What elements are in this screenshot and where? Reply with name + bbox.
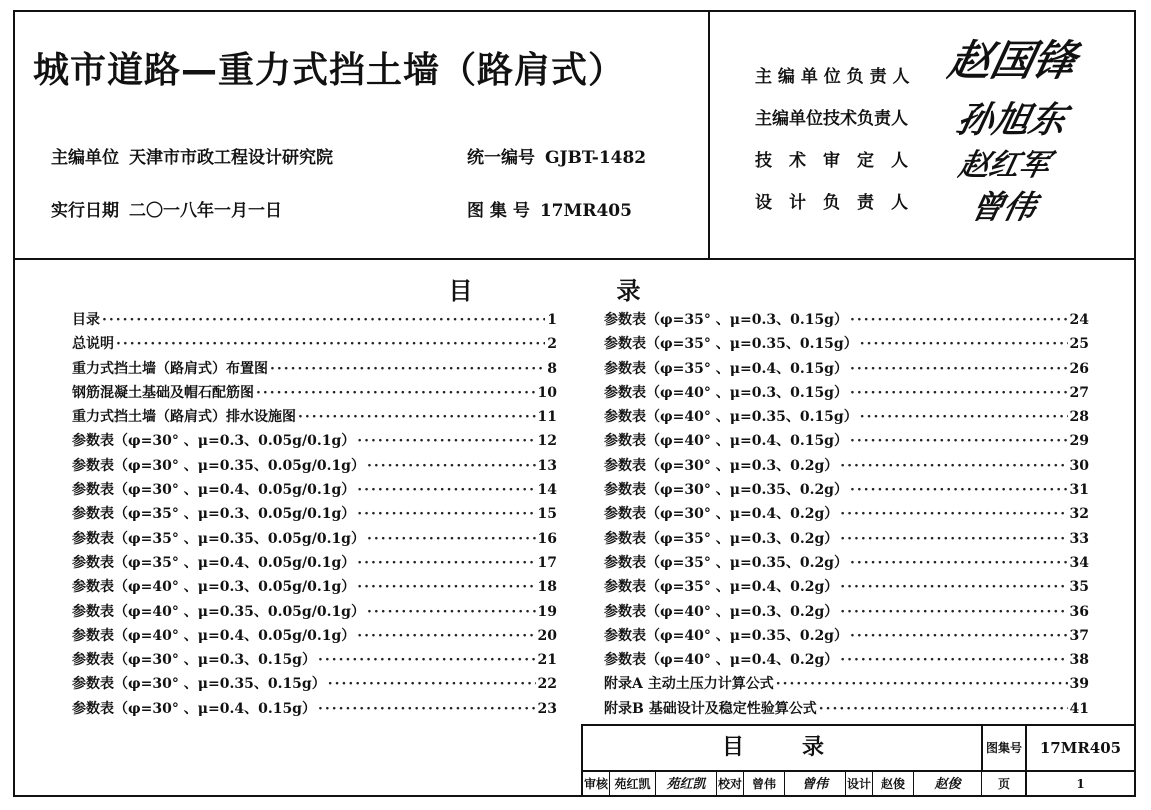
toc-leader-dots xyxy=(860,405,1068,429)
title-block-title: 目 录 xyxy=(583,726,983,770)
toc-entry[interactable] xyxy=(604,624,1089,648)
serial-label: 统一编号 xyxy=(467,148,535,168)
toc-entry[interactable] xyxy=(604,527,1089,551)
toc-entry-page: 28 xyxy=(1069,409,1089,426)
toc-entry[interactable] xyxy=(72,308,557,332)
toc-leader-dots xyxy=(328,672,536,696)
toc-entry-title: 参数表（φ=35° 、μ=0.35、0.05g/0.1g） xyxy=(72,530,365,547)
drawing-frame xyxy=(13,10,1136,797)
toc-entry-page: 20 xyxy=(537,627,557,644)
toc-entry-page: 16 xyxy=(537,530,557,547)
toc-entry-title: 参数表（φ=30° 、μ=0.4、0.15g） xyxy=(72,700,316,717)
toc-entry-title: 参数表（φ=30° 、μ=0.4、0.05g/0.1g） xyxy=(72,482,356,499)
toc-leader-dots xyxy=(318,697,536,721)
toc-entry-title: 参数表（φ=40° 、μ=0.35、0.15g） xyxy=(604,409,858,426)
review-label: 审核 xyxy=(583,772,610,797)
toc-leader-dots xyxy=(357,575,535,599)
toc-entry[interactable] xyxy=(72,551,557,575)
toc-entry-title: 参数表（φ=35° 、μ=0.35、0.2g） xyxy=(604,554,848,571)
toc-leader-dots xyxy=(357,551,535,575)
serial-value: GJBT-1482 xyxy=(545,148,647,168)
toc-entry[interactable] xyxy=(72,478,557,502)
toc-entry-title: 附录A 主动土压力计算公式 xyxy=(604,676,774,693)
resp-role-design: 设 计 负 责 人 xyxy=(755,193,908,213)
toc-entry[interactable] xyxy=(72,381,557,405)
toc-entry[interactable] xyxy=(604,308,1089,332)
toc-entry-title: 参数表（φ=35° 、μ=0.3、0.2g） xyxy=(604,530,839,547)
toc-entry[interactable] xyxy=(72,624,557,648)
signature-tech: 孙旭东 xyxy=(953,99,1070,141)
toc-leader-dots xyxy=(840,502,1067,526)
toc-leader-dots xyxy=(367,600,536,624)
toc-entry[interactable] xyxy=(604,357,1089,381)
toc-entry-title: 目录 xyxy=(72,312,100,328)
page-value: 1 xyxy=(1076,777,1085,791)
toc-left-column xyxy=(72,308,557,721)
signature-chief: 赵国锋 xyxy=(944,36,1081,85)
title-block-atlas-value: 17MR405 xyxy=(1039,739,1122,757)
serial-number xyxy=(467,143,646,168)
main-title: 城市道路—重力式挡土墙（路肩式） xyxy=(33,50,626,91)
toc-entry-page: 15 xyxy=(537,506,557,523)
toc-entry-page: 30 xyxy=(1069,457,1089,474)
impl-date-label: 实行日期 xyxy=(51,201,119,221)
toc-leader-dots xyxy=(860,332,1068,356)
title-block-top-row xyxy=(583,726,1134,772)
toc-entry[interactable] xyxy=(604,648,1089,672)
toc-entry-title: 参数表（φ=30° 、μ=0.35、0.2g） xyxy=(604,482,848,499)
design-label: 设计 xyxy=(846,772,873,797)
toc-entry[interactable] xyxy=(72,672,557,696)
toc-entry-title: 参数表（φ=35° 、μ=0.4、0.15g） xyxy=(604,360,848,377)
toc-leader-dots xyxy=(840,575,1067,599)
toc-entry[interactable] xyxy=(604,454,1089,478)
toc-leader-dots xyxy=(840,600,1067,624)
toc-leader-dots xyxy=(357,429,535,453)
toc-leader-dots xyxy=(850,308,1068,332)
header-info xyxy=(15,12,710,258)
design-name: 赵俊 xyxy=(873,772,914,797)
toc-entry-title: 参数表（φ=30° 、μ=0.4、0.2g） xyxy=(604,506,839,523)
toc-leader-dots xyxy=(367,527,536,551)
toc-entry-title: 参数表（φ=35° 、μ=0.3、0.05g/0.1g） xyxy=(72,506,356,523)
toc-entry-title: 参数表（φ=35° 、μ=0.4、0.2g） xyxy=(604,579,839,596)
toc-leader-dots xyxy=(840,527,1067,551)
toc-leader-dots xyxy=(776,672,1068,696)
toc-leader-dots xyxy=(298,405,536,429)
design-signature: 赵俊 xyxy=(914,772,982,797)
toc-entry[interactable] xyxy=(604,575,1089,599)
toc-entry-page: 31 xyxy=(1069,482,1089,499)
title-block-sign-row xyxy=(583,772,1134,797)
signature-design: 曾伟 xyxy=(967,188,1040,226)
toc-entry-title: 参数表（φ=30° 、μ=0.3、0.2g） xyxy=(604,457,839,474)
toc-entry-title: 参数表（φ=40° 、μ=0.3、0.05g/0.1g） xyxy=(72,579,356,596)
toc-title: 目 录 xyxy=(448,277,701,305)
toc-leader-dots xyxy=(819,697,1068,721)
toc-entry-page: 35 xyxy=(1069,579,1089,596)
toc-entry[interactable] xyxy=(72,454,557,478)
toc-leader-dots xyxy=(357,624,535,648)
toc-leader-dots xyxy=(850,478,1068,502)
toc-leader-dots xyxy=(850,381,1068,405)
title-block-atlas-label: 图集号 xyxy=(983,726,1027,770)
toc-leader-dots xyxy=(357,478,535,502)
toc-leader-dots xyxy=(840,454,1067,478)
toc-entry[interactable] xyxy=(604,332,1089,356)
toc-entry-page: 12 xyxy=(537,433,557,450)
toc-entry-page: 34 xyxy=(1069,554,1089,571)
check-signature: 曾伟 xyxy=(785,772,846,797)
toc-leader-dots xyxy=(367,454,536,478)
toc-entry[interactable] xyxy=(604,478,1089,502)
toc-entry[interactable] xyxy=(604,697,1089,721)
toc-entry-page: 11 xyxy=(537,409,557,426)
atlas-number xyxy=(467,196,632,221)
toc-entry-page: 2 xyxy=(547,336,557,353)
review-signature: 苑红凯 xyxy=(656,772,717,797)
toc-entry-page: 10 xyxy=(537,384,557,401)
toc-leader-dots xyxy=(270,357,545,381)
toc-entry[interactable] xyxy=(72,527,557,551)
toc-entry-page: 21 xyxy=(537,652,557,669)
toc-entry[interactable] xyxy=(604,600,1089,624)
toc-entry-title: 参数表（φ=30° 、μ=0.35、0.15g） xyxy=(72,676,326,693)
toc-leader-dots xyxy=(102,308,545,332)
toc-entry-title: 参数表（φ=40° 、μ=0.3、0.2g） xyxy=(604,603,839,620)
atlas-value: 17MR405 xyxy=(539,201,632,221)
toc-entry-title: 参数表（φ=30° 、μ=0.3、0.15g） xyxy=(72,652,316,669)
toc-entry-page: 23 xyxy=(537,700,557,717)
toc-entry[interactable] xyxy=(604,429,1089,453)
atlas-label: 图 集 号 xyxy=(467,201,530,221)
toc-entry-title: 参数表（φ=40° 、μ=0.4、0.15g） xyxy=(604,433,848,450)
toc-leader-dots xyxy=(256,381,536,405)
toc-entry-page: 18 xyxy=(537,579,557,596)
toc-entry-page: 14 xyxy=(537,482,557,499)
toc-entry-page: 36 xyxy=(1069,603,1089,620)
toc-entry-page: 17 xyxy=(537,554,557,571)
toc-entry[interactable] xyxy=(72,429,557,453)
toc-leader-dots xyxy=(840,648,1067,672)
impl-date xyxy=(51,196,282,221)
resp-role-review: 技 术 审 定 人 xyxy=(755,151,908,171)
check-label: 校对 xyxy=(717,772,744,797)
toc-entry-title: 附录B 基础设计及稳定性验算公式 xyxy=(604,700,817,717)
signature-review: 赵红军 xyxy=(955,148,1053,183)
page-label: 页 xyxy=(983,772,1027,797)
toc-entry-page: 13 xyxy=(537,457,557,474)
toc-entry-page: 24 xyxy=(1069,312,1089,328)
toc-right-column xyxy=(604,308,1089,721)
toc-entry[interactable] xyxy=(604,405,1089,429)
toc-entry-title: 重力式挡土墙（路肩式）布置图 xyxy=(72,360,268,377)
toc-leader-dots xyxy=(850,551,1068,575)
toc-entry-title: 参数表（φ=30° 、μ=0.3、0.05g/0.1g） xyxy=(72,433,356,450)
review-name: 苑红凯 xyxy=(610,772,656,797)
toc-entry-title: 参数表（φ=40° 、μ=0.35、0.2g） xyxy=(604,627,848,644)
toc-entry-title: 参数表（φ=35° 、μ=0.3、0.15g） xyxy=(604,312,848,328)
toc-entry[interactable] xyxy=(72,405,557,429)
toc-entry-page: 38 xyxy=(1069,652,1089,669)
toc-entry-title: 参数表（φ=40° 、μ=0.4、0.2g） xyxy=(604,652,839,669)
toc-entry[interactable] xyxy=(72,502,557,526)
toc-entry-title: 参数表（φ=35° 、μ=0.4、0.05g/0.1g） xyxy=(72,554,356,571)
toc-entry-page: 22 xyxy=(537,676,557,693)
toc-entry-page: 37 xyxy=(1069,627,1089,644)
toc-entry[interactable] xyxy=(72,332,557,356)
toc-entry[interactable] xyxy=(72,357,557,381)
toc-leader-dots xyxy=(318,648,536,672)
toc-entry-page: 29 xyxy=(1069,433,1089,450)
toc-entry-title: 参数表（φ=40° 、μ=0.4、0.05g/0.1g） xyxy=(72,627,356,644)
toc-entry[interactable] xyxy=(72,600,557,624)
toc-entry-page: 27 xyxy=(1069,384,1089,401)
resp-role-tech: 主编单位技术负责人 xyxy=(755,109,908,129)
editor-org-label: 主编单位 xyxy=(51,148,119,168)
toc-entry-page: 32 xyxy=(1069,506,1089,523)
toc-entry[interactable] xyxy=(72,648,557,672)
toc-entry-title: 参数表（φ=40° 、μ=0.35、0.05g/0.1g） xyxy=(72,603,365,620)
toc-entry-title: 重力式挡土墙（路肩式）排水设施图 xyxy=(72,409,296,426)
toc-leader-dots xyxy=(116,332,545,356)
check-name: 曾伟 xyxy=(744,772,785,797)
toc-leader-dots xyxy=(850,357,1068,381)
toc-entry-page: 8 xyxy=(547,360,557,377)
toc-entry-title: 参数表（φ=30° 、μ=0.35、0.05g/0.1g） xyxy=(72,457,365,474)
title-block xyxy=(581,724,1134,797)
toc-entry[interactable] xyxy=(604,502,1089,526)
toc-entry-page: 19 xyxy=(537,603,557,620)
toc-entry-title: 参数表（φ=35° 、μ=0.35、0.15g） xyxy=(604,336,858,353)
toc-entry[interactable] xyxy=(72,575,557,599)
toc-entry-page: 41 xyxy=(1069,700,1089,717)
resp-role-chief: 主 编 单 位 负 责 人 xyxy=(755,67,910,87)
editor-org-value: 天津市市政工程设计研究院 xyxy=(129,148,333,168)
impl-date-value: 二〇一八年一月一日 xyxy=(129,201,282,221)
toc-entry-page: 25 xyxy=(1069,336,1089,353)
toc-entry-page: 26 xyxy=(1069,360,1089,377)
toc-entry[interactable] xyxy=(604,381,1089,405)
cover-header xyxy=(15,12,1134,260)
toc-entry-title: 钢筋混凝土基础及帽石配筋图 xyxy=(72,384,254,401)
toc-leader-dots xyxy=(850,429,1068,453)
toc-entry[interactable] xyxy=(604,551,1089,575)
responsibles-block xyxy=(710,12,1134,258)
toc-entry-page: 1 xyxy=(547,312,557,328)
toc-entry-title: 参数表（φ=40° 、μ=0.3、0.15g） xyxy=(604,384,848,401)
toc-leader-dots xyxy=(850,624,1068,648)
toc-entry[interactable] xyxy=(72,697,557,721)
editor-org xyxy=(51,143,333,168)
toc-leader-dots xyxy=(357,502,535,526)
toc-entry-page: 39 xyxy=(1069,676,1089,693)
toc-entry-page: 33 xyxy=(1069,530,1089,547)
toc-entry[interactable] xyxy=(604,672,1089,696)
toc-entry-title: 总说明 xyxy=(72,336,114,353)
